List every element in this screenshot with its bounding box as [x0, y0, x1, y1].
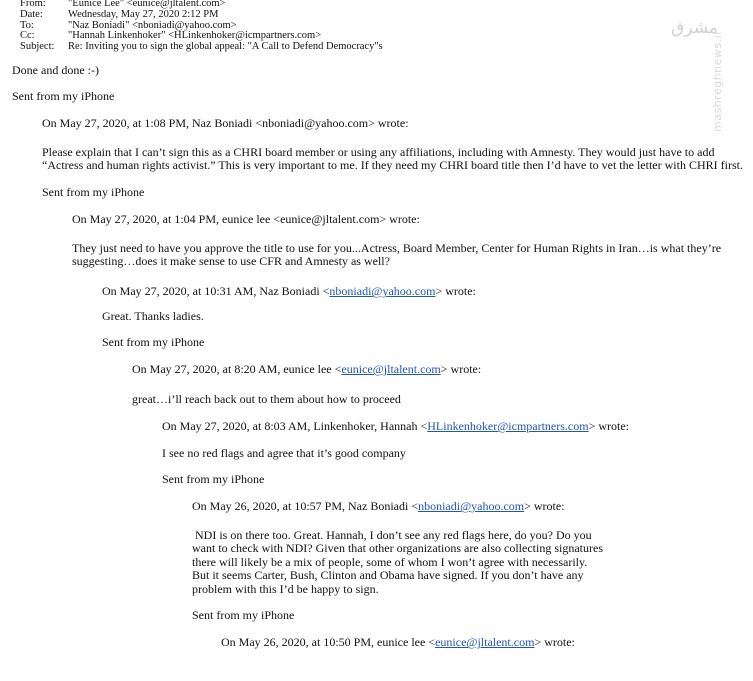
email-link[interactable]: HLinkenhoker@icmpartners.com [427, 419, 589, 433]
attribution-line [102, 285, 476, 298]
email-link[interactable]: eunice@jltalent.com [341, 362, 441, 376]
message-body: Great. Thanks ladies. [102, 309, 204, 323]
attribution-text: On May 27, 2020, at 8:03 AM, Linkenhoker, Hannah < [162, 419, 428, 433]
attribution-line [192, 500, 565, 513]
watermark-site: mashreghnews.ir [711, 29, 724, 132]
signature: Sent from my iPhone [12, 89, 115, 103]
message-body: NDI is on there too. Great. Hannah, I don’t see any red flags here, do you? Do you want to check with NDI? Given that other organizations are also collecting signatures there will likely be a mix of people, some of whom I won’t agree with necessarily. But it seems Carter, Bush, Clinton and Obama have signed. If you don’t have any problem with this I’d be happy to sign. [192, 528, 606, 596]
attribution-line [132, 363, 481, 376]
email-link[interactable]: nboniadi@yahoo.com [329, 284, 436, 298]
cc-value: "Hannah Linkenhoker" <HLinkenhoker@icmpartners.com> [68, 30, 322, 41]
attribution-text: On May 26, 2020, at 10:57 PM, Naz Boniadi < [192, 499, 419, 513]
from-value: "Eunice Lee" <eunice@jltalent.com> [68, 0, 226, 9]
from-label: From: [20, 0, 46, 9]
cc-label: Cc: [20, 30, 35, 41]
attribution-text: On May 27, 2020, at 8:20 AM, eunice lee < [132, 362, 342, 376]
attribution-text: > wrote: [435, 284, 476, 298]
signature: Sent from my iPhone [42, 185, 145, 199]
attribution-text: > wrote: [524, 499, 565, 513]
attribution-text: > wrote: [534, 635, 575, 649]
date-label: Date: [20, 9, 43, 20]
email-link[interactable]: eunice@jltalent.com [435, 635, 535, 649]
message-body: Please explain that I can’t sign this as a CHRI board member or using any affiliations, including with Amnesty. They would just have to add “Actress and human rights activist.” This is very important to me. If they need my CHRI board title then I’d have to vet the letter with CHRI first. [42, 145, 743, 173]
date-value: Wednesday, May 27, 2020 2:12 PM [68, 9, 219, 20]
attribution-line: On May 27, 2020, at 1:04 PM, eunice lee <eunice@jltalent.com> wrote: [72, 212, 420, 226]
to-label: To: [20, 20, 34, 31]
watermark-logo: مشرق [671, 18, 718, 38]
attribution-text: > wrote: [440, 362, 482, 376]
attribution-text: On May 26, 2020, at 10:50 PM, eunice lee < [221, 635, 436, 649]
attribution-text: > wrote: [588, 419, 630, 433]
attribution-line [221, 636, 575, 649]
message-body: Done and done :-) [12, 63, 99, 77]
attribution-line [162, 420, 629, 433]
signature: Sent from my iPhone [162, 472, 265, 486]
signature: Sent from my iPhone [192, 608, 295, 622]
email-link[interactable]: nboniadi@yahoo.com [418, 499, 525, 513]
to-value: "Naz Boniadi" <nboniadi@yahoo.com> [68, 20, 237, 31]
attribution-line: On May 27, 2020, at 1:08 PM, Naz Boniadi <nboniadi@yahoo.com> wrote: [42, 116, 409, 130]
signature: Sent from my iPhone [102, 335, 205, 349]
message-body: I see no red flags and agree that it’s good company [162, 446, 406, 460]
subject-value: Re: Inviting you to sign the global appeal: "A Call to Defend Democracy"s [68, 41, 383, 52]
attribution-text: On May 27, 2020, at 10:31 AM, Naz Boniadi < [102, 284, 330, 298]
message-body: They just need to have you approve the title to use for you...Actress, Board Member, Center for Human Rights in Iran…is what they’re suggesting…does it make sense to use CFR and Amnesty as well? [72, 241, 722, 269]
message-body: great…i’ll reach back out to them about how to proceed [132, 392, 401, 406]
subject-label: Subject: [20, 41, 55, 52]
